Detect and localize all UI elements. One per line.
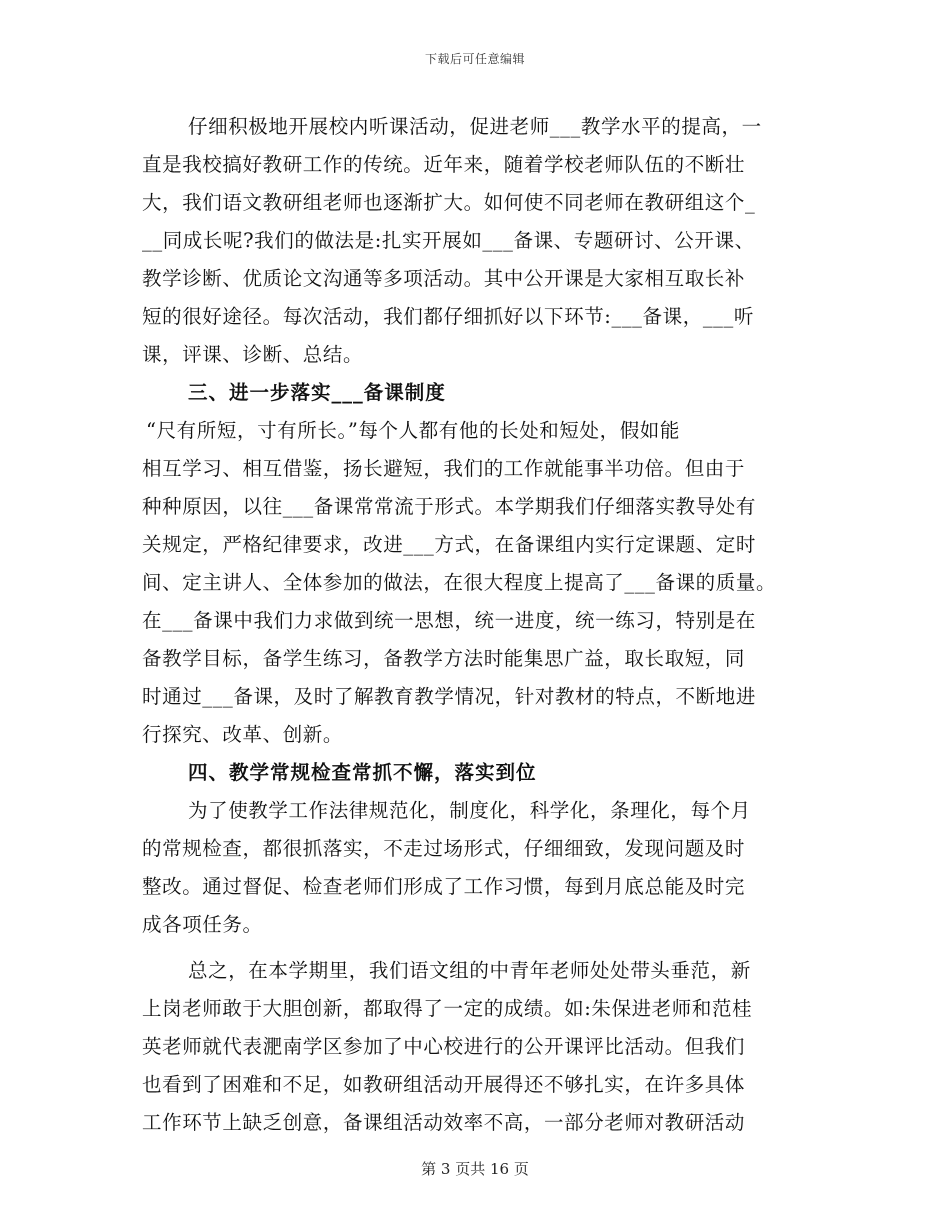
paragraph-line: 大，我们语文教研组老师也逐渐扩大。如何使不同老师在教研组这个_ <box>142 191 756 214</box>
paragraph-line: 英老师就代表淝南学区参加了中心校进行的公开课评比活动。但我们 <box>142 1035 746 1058</box>
paragraph-line: 仔细积极地开展校内听课活动，促进老师___教学水平的提高，一 <box>188 115 762 138</box>
paragraph-line: 关规定，严格纪律要求，改进___方式，在备课组内实行定课题、定时 <box>142 533 756 556</box>
paragraph-line: 成各项任务。 <box>142 913 263 936</box>
paragraph-line: 工作环节上缺乏创意，备课组活动效率不高，一部分老师对教研活动 <box>142 1111 746 1134</box>
section-heading-4: 四、教学常规检查常抓不懈，落实到位 <box>188 761 537 784</box>
paragraph-line: __同成长呢?我们的做法是:扎实开展如___备课、专题研讨、公开课、 <box>142 229 755 252</box>
paragraph-line: 种种原因，以往___备课常常流于形式。本学期我们仔细落实教导处有 <box>142 495 756 518</box>
paragraph-line: 短的很好途径。每次活动，我们都仔细抓好以下环节:___备课，___听 <box>142 305 754 328</box>
document-body <box>142 108 808 1142</box>
paragraph-line: 上岗老师敢于大胆创新，都取得了一定的成绩。如:朱保进老师和范桂 <box>142 997 753 1020</box>
paragraph-line: 也看到了困难和不足，如教研组活动开展得还不够扎实，在许多具体 <box>142 1073 746 1096</box>
paragraph-line: 时通过___备课，及时了解教育教学情况，针对教材的特点，不断地进 <box>142 685 756 708</box>
section-heading-3: 三、进一步落实___备课制度 <box>188 381 446 404</box>
paragraph-line: “尺有所短，寸有所长。”每个人都有他的长处和短处，假如能 <box>146 419 680 442</box>
paragraph-line: 教学诊断、优质论文沟通等多项活动。其中公开课是大家相互取长补 <box>142 267 746 290</box>
paragraph-line: 备教学目标，备学生练习，备教学方法时能集思广益，取长取短，同 <box>142 647 746 670</box>
paragraph-line: 行探究、改革、创新。 <box>142 723 344 746</box>
page-header: 下载后可任意编辑 <box>424 52 525 66</box>
paragraph-line: 的常规检查，都很抓落实，不走过场形式，仔细细致，发现问题及时 <box>142 837 746 860</box>
paragraph-line: 在___备课中我们力求做到统一思想，统一进度，统一练习，特别是在 <box>142 609 756 632</box>
paragraph-line: 总之，在本学期里，我们语文组的中青年老师处处带头垂范，新 <box>188 959 751 982</box>
paragraph-line: 为了使教学工作法律规范化，制度化，科学化，条理化，每个月 <box>188 799 751 822</box>
page-number-footer: 第 3 页共 16 页 <box>421 1160 529 1178</box>
paragraph-line: 课，评课、诊断、总结。 <box>142 343 364 366</box>
paragraph-gap <box>142 944 808 952</box>
paragraph-line: 间、定主讲人、全体参加的做法，在很大程度上提高了___备课的质量。 <box>142 571 777 594</box>
paragraph-line: 直是我校搞好教研工作的传统。近年来，随着学校老师队伍的不断壮 <box>142 153 746 176</box>
paragraph-line: 整改。通过督促、检查老师们形成了工作习惯，每到月底总能及时完 <box>142 875 746 898</box>
paragraph-line: 相互学习、相互借鉴，扬长避短，我们的工作就能事半功倍。但由于 <box>142 457 746 480</box>
